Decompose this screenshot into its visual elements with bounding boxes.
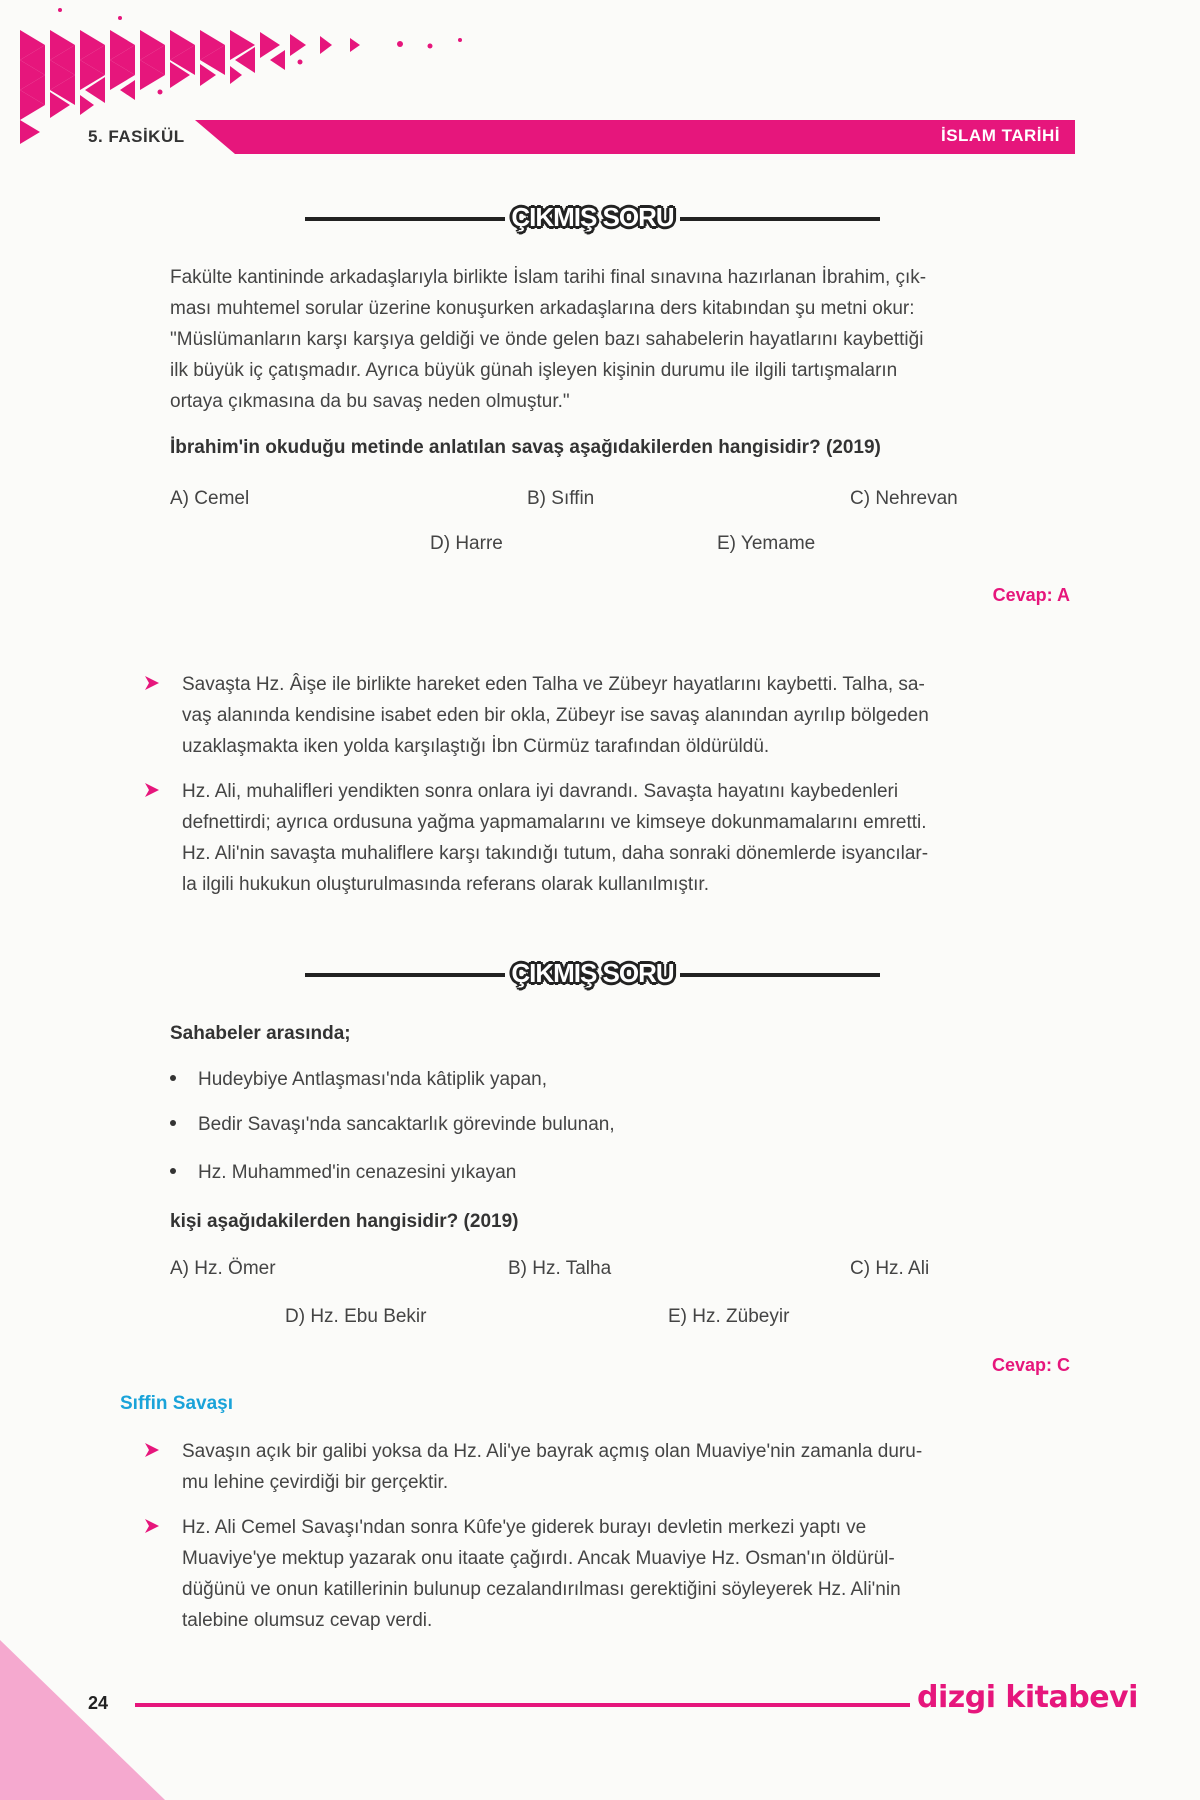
page-number: 24	[88, 1693, 109, 1713]
past-question-banner	[305, 196, 880, 242]
banner-badge	[505, 196, 680, 242]
passage-line: "Müslümanların karşı karşıya geldiği ve önde gelen bazı sahabelerin hayatlarını kaybettiği	[170, 329, 924, 350]
past-question-banner	[305, 952, 880, 998]
bullet-dot-icon	[170, 1168, 176, 1174]
q2-option-a[interactable]: A) Hz. Ömer	[170, 1258, 276, 1279]
publisher-logo: dizgi kitabevi	[917, 1680, 1138, 1715]
bullet-line: defnettirdi; ayrıca ordusuna yağma yapmamalarını ve kimseye dokunmamalarını emretti.	[182, 812, 927, 833]
bullet-line: talebine olumsuz cevap verdi.	[182, 1610, 433, 1631]
bullet-line: Hz. Ali Cemel Savaşı'ndan sonra Kûfe'ye giderek burayı devletin merkezi yaptı ve	[182, 1517, 867, 1538]
q2-option-b[interactable]: B) Hz. Talha	[508, 1258, 612, 1279]
banner-line-left	[305, 973, 505, 977]
q1-option-a[interactable]: A) Cemel	[170, 488, 250, 509]
q1-option-e[interactable]: E) Yemame	[717, 533, 816, 554]
bullet-line: Muaviye'ye mektup yazarak onu itaate çağırdı. Ancak Muaviye Hz. Osman'ın öldürül-	[182, 1548, 895, 1569]
bullet-dot-icon	[170, 1120, 176, 1126]
bullet-text	[182, 776, 1075, 900]
bullet-dot-icon	[170, 1075, 176, 1081]
question2-item-text: Hz. Muhammed'in cenazesini yıkayan	[198, 1162, 517, 1183]
q1-answer: Cevap: A	[992, 585, 1070, 605]
q2-option-c[interactable]: C) Hz. Ali	[850, 1258, 930, 1279]
banner-label: ÇIKMIŞ SORU	[511, 958, 674, 988]
arrow-bullet-icon	[145, 1519, 159, 1533]
question2-item	[170, 1162, 516, 1184]
q1-option-c[interactable]: C) Nehrevan	[850, 488, 958, 509]
question1-stem: İbrahim'in okuduğu metinde anlatılan savaş aşağıdakilerden hangisidir? (2019)	[170, 437, 881, 458]
fascicle-label: 5. FASİKÜL	[88, 127, 185, 146]
q2-option-d[interactable]: D) Hz. Ebu Bekir	[285, 1306, 427, 1327]
question2-item	[170, 1114, 615, 1136]
question2-item	[170, 1069, 547, 1091]
passage-line: ilk büyük iç çatışmadır. Ayrıca büyük günah işleyen kişinin durumu ile ilgili tartışmaların	[170, 360, 898, 381]
bullet-text	[182, 1512, 1075, 1636]
subject-label: İSLAM TARİHİ	[940, 126, 1060, 145]
arrow-bullet-icon	[145, 676, 159, 690]
corner-triangle-decoration	[0, 1640, 170, 1800]
q1-option-d[interactable]: D) Harre	[430, 533, 503, 554]
bullet-line: vaş alanında kendisine isabet eden bir okla, Zübeyr ise savaş alanından ayrılıp bölgeden	[182, 705, 929, 726]
arrow-bullet-icon	[145, 1443, 159, 1457]
bullet-line: Hz. Ali, muhalifleri yendikten sonra onlara iyi davrandı. Savaşta hayatını kaybedenleri	[182, 781, 899, 802]
banner-badge	[505, 952, 680, 998]
bullet-line: Hz. Ali'nin savaşta muhaliflere karşı takındığı tutum, daha sonraki dönemlerde isyancılar-	[182, 843, 929, 864]
bullet-line: uzaklaşmakta iken yolda karşılaştığı İbn Cürmüz tarafından öldürüldü.	[182, 736, 770, 757]
question2-item-text: Bedir Savaşı'nda sancaktarlık görevinde bulunan,	[198, 1114, 615, 1135]
banner-label: ÇIKMIŞ SORU	[511, 202, 674, 232]
q2-answer: Cevap: C	[991, 1355, 1070, 1375]
question2-intro: Sahabeler arasında;	[170, 1023, 351, 1044]
q1-option-b[interactable]: B) Sıffin	[527, 488, 595, 509]
passage-line: ması muhtemel sorular üzerine konuşurken arkadaşlarına ders kitabından şu metni okur:	[170, 298, 915, 319]
passage-line: ortaya çıkmasına da bu savaş neden olmuştur."	[170, 391, 570, 412]
bullet-text	[182, 669, 1075, 762]
banner-line-left	[305, 217, 505, 221]
passage-line: Fakülte kantininde arkadaşlarıyla birlikte İslam tarihi final sınavına hazırlanan İbrahim, çık-	[170, 267, 927, 288]
bullet-line: mu lehine çevirdiği bir gerçektir.	[182, 1472, 449, 1493]
bullet-line: Savaşta Hz. Âişe ile birlikte hareket eden Talha ve Zübeyr hayatlarını kaybetti. Talha, sa-	[182, 674, 925, 695]
arrow-bullet-icon	[145, 783, 159, 797]
question2-stem: kişi aşağıdakilerden hangisidir? (2019)	[170, 1211, 519, 1232]
bullet-line: düğünü ve onun katillerinin bulunup cezalandırılması gerektiğini söyleyerek Hz. Ali'nin	[182, 1579, 901, 1600]
question2-item-text: Hudeybiye Antlaşması'nda kâtiplik yapan,	[198, 1069, 547, 1090]
banner-line-right	[680, 973, 880, 977]
bullet-line: Savaşın açık bir galibi yoksa da Hz. Ali'ye bayrak açmış olan Muaviye'nin zamanla duru-	[182, 1441, 923, 1462]
banner-line-right	[680, 217, 880, 221]
q2-option-e[interactable]: E) Hz. Zübeyir	[668, 1306, 790, 1327]
bullet-line: la ilgili hukukun oluşturulmasında referans olarak kullanılmıştır.	[182, 874, 709, 895]
question1-passage	[170, 262, 1070, 417]
section-title: Sıffin Savaşı	[120, 1393, 233, 1414]
bullet-text	[182, 1436, 1075, 1498]
footer-line	[135, 1703, 910, 1707]
